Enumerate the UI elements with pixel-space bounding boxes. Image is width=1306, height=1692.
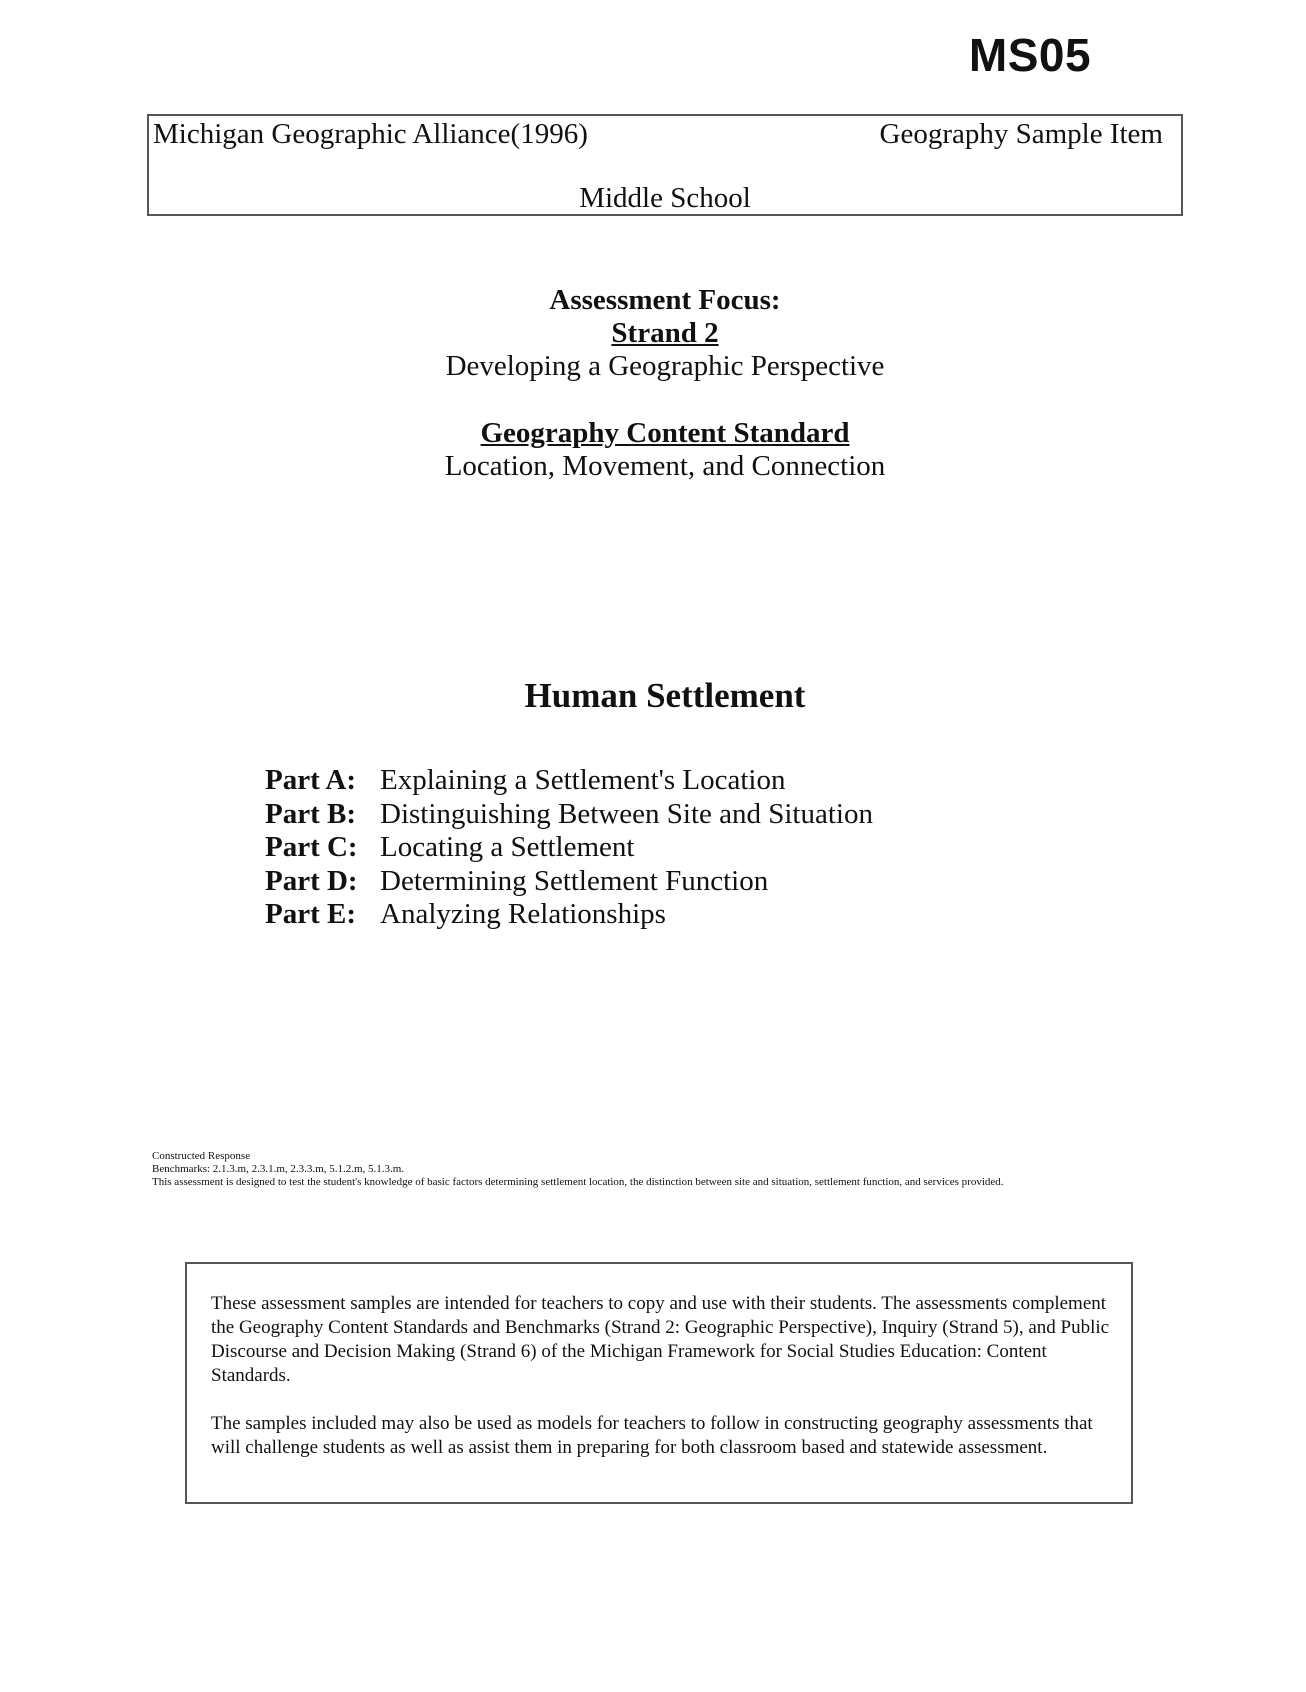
- part-item: [265, 865, 873, 899]
- notice-box: [185, 1262, 1133, 1504]
- notice-paragraph: These assessment samples are intended for teachers to copy and use with their students. The assessments complement the Geography Content Standards and Benchmarks (Strand 2: Geographic Perspective), Inquiry (Strand 5), and Public Discourse and Decision Making (Strand 6) of the Michigan Framework for Social Studies Education: Content Standards.: [211, 1293, 1110, 1386]
- part-label: Part B:: [265, 797, 356, 830]
- header-level: Middle School: [579, 182, 751, 214]
- part-item: [265, 831, 873, 865]
- parts-list: [265, 764, 873, 932]
- part-text: Distinguishing Between Site and Situation: [380, 797, 873, 830]
- strand-title: Developing a Geographic Perspective: [445, 350, 885, 382]
- header-organization: Michigan Geographic Alliance(1996): [153, 118, 588, 150]
- page-title: Human Settlement: [524, 676, 806, 715]
- notice-paragraph: The samples included may also be used as models for teachers to follow in constructing geography assessments that will challenge students as well as assist them in preparing for both classroom based and statewide assessment.: [211, 1413, 1093, 1458]
- response-type: Constructed Response: [152, 1150, 251, 1162]
- part-item: [265, 898, 873, 932]
- header-box: [147, 114, 1183, 216]
- benchmarks: Benchmarks: 2.1.3.m, 2.3.1.m, 2.3.3.m, 5.1.2.m, 5.1.3.m.: [152, 1163, 405, 1175]
- part-label: Part E:: [265, 898, 356, 930]
- part-item: [265, 764, 873, 798]
- part-label: Part A:: [265, 764, 356, 796]
- standard-label: Geography Content Standard: [480, 417, 850, 449]
- part-label: Part C:: [265, 831, 358, 863]
- part-text: Determining Settlement Function: [380, 864, 769, 897]
- strand-label: Strand 2: [611, 317, 719, 349]
- part-text: Explaining a Settlement's Location: [380, 764, 786, 796]
- standard-title: Location, Movement, and Connection: [444, 450, 886, 482]
- part-item: [265, 798, 873, 832]
- part-text: Analyzing Relationships: [380, 898, 666, 930]
- assessment-description: This assessment is designed to test the student's knowledge of basic factors determining settlement location, the distinction between site and situation, settlement function, and services provided.: [152, 1176, 1004, 1188]
- part-label: Part D:: [265, 864, 358, 897]
- fineprint: [152, 1150, 1182, 1189]
- focus-label: Assessment Focus:: [549, 284, 781, 316]
- document-code: MS05: [968, 29, 1092, 81]
- header-item-type: Geography Sample Item: [879, 118, 1163, 150]
- part-text: Locating a Settlement: [380, 831, 635, 863]
- assessment-focus: [0, 284, 1306, 483]
